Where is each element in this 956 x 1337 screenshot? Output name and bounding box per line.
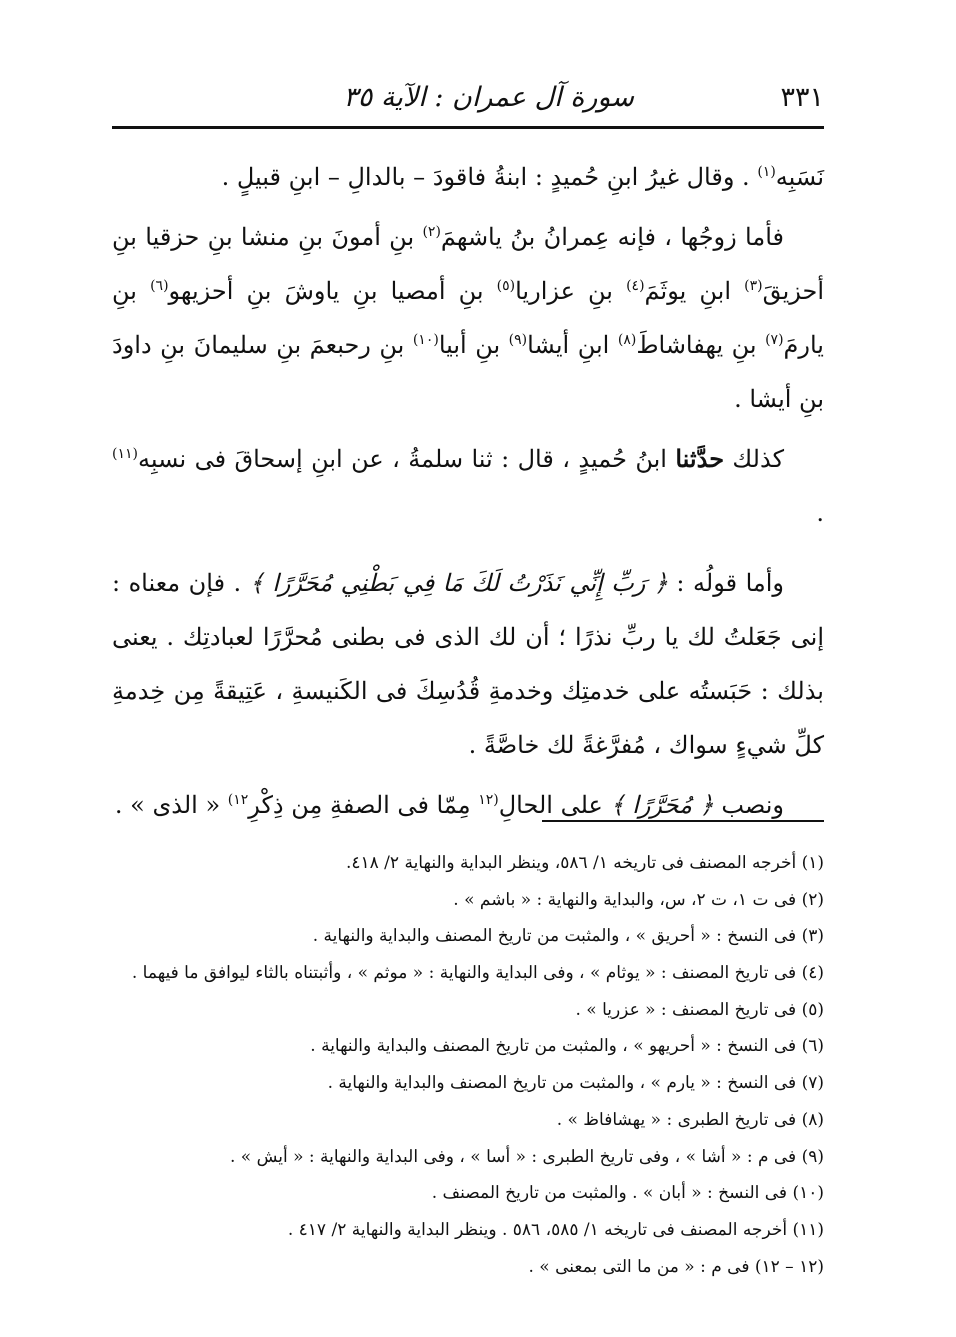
footnote-9: (٩) فى م : « أشا » ، وفى تاريخ الطبرى : « أسا » ، وفى البداية والنهاية : « أيش » . bbox=[229, 1146, 824, 1167]
main-text bbox=[112, 150, 824, 832]
footnote-5: (٥) فى تاريخ المصنف : « عزريا » . bbox=[575, 999, 824, 1020]
footnote-ref-8: (٨) bbox=[617, 332, 637, 348]
text-run: ونصب bbox=[713, 791, 784, 819]
running-header bbox=[112, 78, 824, 124]
footnote-ref-4: (٤) bbox=[626, 278, 645, 294]
text-run: بنِ يارمَ bbox=[112, 277, 824, 359]
text-run: . bbox=[816, 499, 824, 527]
text-run: بنِ رحبعمَ بنِ سليمانَ بنِ داودَ بنِ أيشا . bbox=[112, 331, 824, 413]
paragraph-1 bbox=[112, 150, 824, 204]
footnote-3: (٣) فى النسخ : « أحريق » ، والمثبت من تاريخ المصنف والبداية والنهاية . bbox=[312, 926, 824, 947]
footnote-ref-10: (١٠) bbox=[412, 332, 439, 348]
footnote-ref-1: (١) bbox=[757, 164, 776, 180]
footnote-1: (١) أخرجه المصنف فى تاريخه ١/ ٥٨٦، وينظر البداية والنهاية ٢/ ٤١٨. bbox=[345, 853, 824, 873]
text-run: . فإن معناه : إنى جَعَلتُ لك يا ربِّ نذرًا ؛ أن لك الذى فى بطنى مُحرَّرًا لعبادتِك . يعنى بذلك : حَبَستُه على خدمتِك وخدمةِ قُدُسِكَ فى الكَنيسةِ ، عَتِيقةً مِن خِدمةِ كلِّ شيءٍ سواك ، مُفرَّغةً لك خاصَّةً . bbox=[112, 569, 824, 759]
footnote-12: (١٢ – ١٢) فى م : « من ما التى بمعنى » . bbox=[528, 1256, 824, 1277]
quran-verse: ﴿ رَبِّ إِنِّي نَذَرْتُ لَكَ مَا فِي بَطْنِي مُحَرَّرًا ﴾ bbox=[249, 569, 668, 597]
footnote-ref-12-close: ١٢) bbox=[227, 792, 249, 808]
footnote-4: (٤) فى تاريخ المصنف : « يوثام » ، وفى البداية والنهاية : « موثم » ، وأثبتناه بالثاء ليوافق ما فيهما . bbox=[131, 963, 824, 984]
footnote-ref-11: (١١) bbox=[112, 446, 138, 462]
footnote-11: (١١) أخرجه المصنف فى تاريخه ١/ ٥٨٥، ٥٨٦ . وينظر البداية والنهاية ٢/ ٤١٧ . bbox=[287, 1219, 824, 1240]
footnote-6: (٦) فى النسخ : « أحريهو » ، والمثبت من تاريخ المصنف والبداية والنهاية . bbox=[310, 1036, 824, 1057]
text-run: مِمّا فى الصفةِ مِن ذِكْرِ bbox=[248, 791, 479, 819]
footnote-8: (٨) فى تاريخ الطبرى : « يهشافاظ » . bbox=[556, 1109, 824, 1130]
paragraph-5 bbox=[112, 778, 824, 832]
text-run: بنِ يهفاشاطَ bbox=[636, 331, 766, 359]
text-run: بنِ أمونَ بنِ منشا بنِ حزقيا بنِ أحزيقَ bbox=[112, 223, 825, 305]
text-run: وأما قولُه : bbox=[667, 569, 784, 597]
text-run: ابنُ حُميدٍ ، قال : ثنا سلمةُ ، عن ابنِ إسحاقَ فى نسبِه bbox=[137, 445, 676, 473]
text-run: نَسَبِه bbox=[775, 163, 824, 191]
paragraph-2 bbox=[112, 210, 824, 426]
page-number: ٣٣١ bbox=[780, 82, 824, 113]
footnote-10: (١٠) فى النسخ : « أبان » . والمثبت من تاريخ المصنف . bbox=[431, 1183, 824, 1204]
text-run: على الحالِ bbox=[498, 791, 611, 819]
text-run: . وقال غيرُ ابنِ حُميدٍ : ابنةُ فاقودَ – بالدالِ – ابنِ قبيلٍ . bbox=[221, 163, 758, 191]
footnotes bbox=[112, 845, 824, 1285]
footnote-ref-9: (٩) bbox=[508, 332, 528, 348]
quran-word: ﴿ مُحَرَّرًا ﴾ bbox=[610, 791, 714, 819]
text-run: كذلك bbox=[724, 445, 784, 473]
footnote-ref-2: (٢) bbox=[422, 224, 441, 240]
text-run: بنِ عزاريا bbox=[515, 277, 627, 305]
paragraph-4 bbox=[112, 556, 824, 772]
footnote-ref-5: (٥) bbox=[496, 278, 516, 294]
text-run: « الذى » . bbox=[114, 791, 228, 819]
footnote-ref-6: (٦) bbox=[150, 278, 169, 294]
text-run: فأما زوجُها ، فإنه عِمرانُ بنُ ياشهمَ bbox=[440, 223, 784, 251]
text-run: بنِ أمصيا بنِ ياوشَ بنِ أحزيهو bbox=[168, 277, 497, 305]
footnote-2: (٢) فى ت ١، ت ٢، س، والبداية والنهاية : « باشم » . bbox=[453, 889, 824, 910]
footnote-ref-12-open: (١٢ bbox=[478, 792, 499, 808]
footnote-ref-3: (٣) bbox=[744, 278, 763, 294]
footnote-separator bbox=[542, 820, 824, 822]
header-title: سورة آل عمران : الآية ٣٥ bbox=[343, 82, 634, 113]
text-run: بنِ أبيا bbox=[438, 331, 509, 359]
text-run: ابنِ أيشا bbox=[527, 331, 618, 359]
footnote-7: (٧) فى النسخ : « يارم » ، والمثبت من تاريخ المصنف والبداية والنهاية . bbox=[327, 1073, 824, 1094]
footnote-ref-7: (٧) bbox=[765, 332, 784, 348]
hadith-keyword: حدَّثنا bbox=[675, 444, 725, 473]
paragraph-3 bbox=[112, 432, 824, 540]
text-run: ابنِ يوثَمَ bbox=[644, 277, 745, 305]
header-rule bbox=[112, 126, 824, 129]
